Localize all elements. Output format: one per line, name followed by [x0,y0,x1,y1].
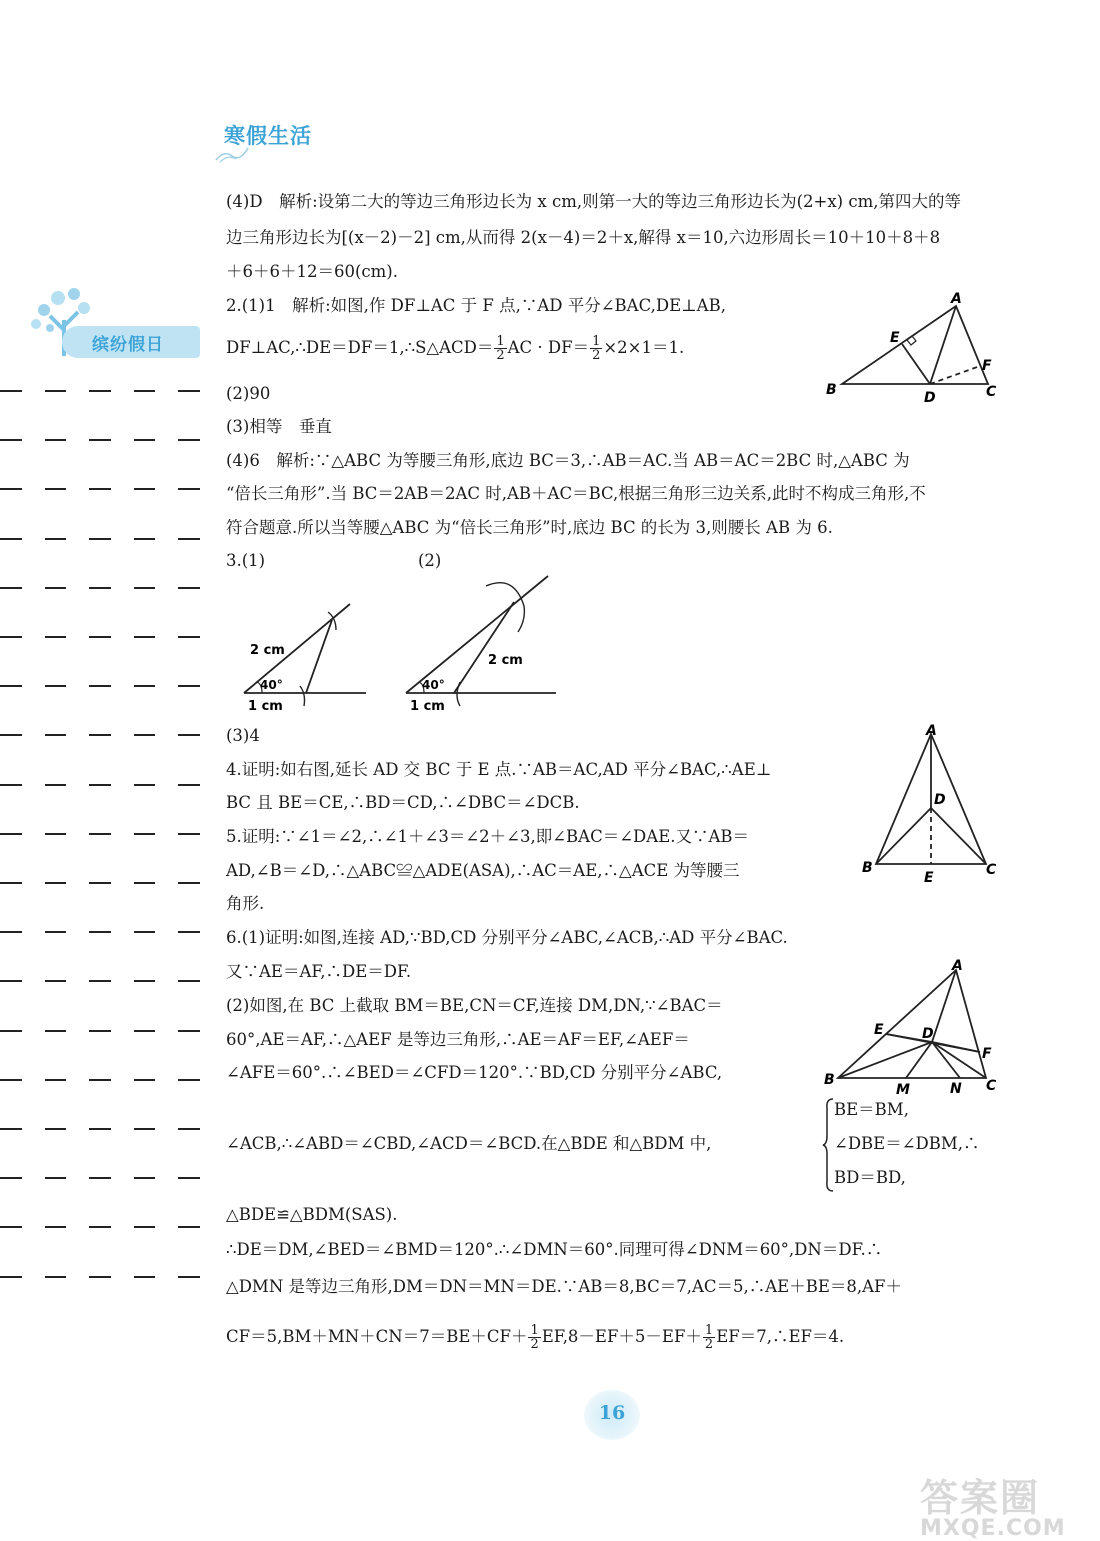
text-line: BC 且 BE＝CE,∴BD＝CD,∴∠DBC＝∠DCB. [226,793,580,812]
point-label: F [982,358,992,374]
text-line: (4)D 解析:设第二大的等边三角形边长为 x cm,则第一大的等边三角形边长为(2+x) cm,第四大的等 [226,192,961,211]
text-line: ∴DE＝DM,∠BED＝∠BMD＝120°.∴∠DMN＝60°.同理可得∠DNM＝60°,DN＝DF.∴ [226,1240,883,1259]
note-line [0,1128,200,1130]
length-label: 2 cm [488,653,523,668]
note-line [0,538,200,540]
point-label: B [826,382,837,398]
text-line: (3)相等 垂直 [226,417,332,436]
note-line [0,636,200,638]
text-line: (2)如图,在 BC 上截取 BM＝BE,CN＝CF,连接 DM,DN,∵∠BAC＝ [226,996,723,1015]
fraction [494,335,506,362]
text-line: BD＝BD, [834,1168,906,1187]
fraction-denominator: 2 [530,1337,539,1352]
point-label: C [986,384,997,400]
note-line [0,1030,200,1032]
note-line [0,1079,200,1081]
note-line [0,685,200,687]
text-line: ＋6＋6＋12＝60(cm). [226,262,398,281]
note-line [0,439,200,441]
point-label: D [922,1026,934,1042]
note-line [0,1177,200,1179]
side-badge-label: 缤纷假日 [92,335,164,355]
text-line: ∠ACB,∴∠ABD＝∠CBD,∠ACD＝∠BCD.在△BDE 和△BDM 中, [226,1134,712,1153]
note-line [0,734,200,736]
note-line [0,488,200,490]
text-segment: DF⊥AC,∴DE＝DF＝1,∴S△ACD＝ [226,338,494,357]
figure-q6 [820,958,1010,1094]
page-number: 16 [598,1402,626,1424]
fraction-denominator: 2 [704,1337,714,1352]
note-line [0,931,200,933]
note-line [0,587,200,589]
figure-q2 [820,290,1010,410]
text-line: 又∵AE＝AF,∴DE＝DF. [226,962,412,981]
text-line [226,335,684,362]
watermark [920,1478,1066,1540]
point-label: E [874,1022,884,1038]
fraction-numerator: 1 [704,1323,714,1338]
point-label: E [924,870,934,886]
text-line: “倍长三角形”.当 BC＝2AB＝2AC 时,AB＋AC＝BC,根据三角形三边关系,此时不构成三角形,不 [226,484,926,503]
fraction-numerator: 1 [530,1323,539,1338]
text-line: (2)90 [226,384,271,403]
text-line: 6.(1)证明:如图,连接 AD,∵BD,CD 分别平分∠ABC,∠ACB,∴AD 平分∠BAC. [226,928,788,947]
note-line [0,1226,200,1228]
text-line: 符合题意.所以当等腰△ABC 为“倍长三角形”时,底边 BC 的长为 3,则腰长 AB 为 6. [226,518,833,537]
text-line: 角形. [226,894,265,913]
text-line: 4.证明:如右图,延长 AD 交 BC 于 E 点.∵AB＝AC,AD 平分∠BAC,∴AE⊥ [226,760,772,779]
header-swirl-icon [214,142,258,164]
point-label: A [926,724,937,739]
point-label: F [982,1046,992,1062]
note-line [0,882,200,884]
point-label: E [890,330,900,346]
fraction-denominator: 2 [592,348,601,363]
text-segment: EF,8－EF＋5－EF＋ [541,1327,702,1346]
fraction-numerator: 1 [592,334,601,349]
text-segment: EF＝7,∴EF＝4. [716,1327,845,1346]
text-line: △DMN 是等边三角形,DM＝DN＝MN＝DE.∵AB＝8,BC＝7,AC＝5,∴AE＋BE＝8,AF＋ [226,1277,902,1296]
fraction [703,1324,715,1351]
point-label: N [950,1081,962,1094]
text-line: 边三角形边长为[(x－2)－2] cm,从而得 2(x－4)＝2＋x,解得 x＝10,六边形周长＝10＋10＋8＋8 [226,228,941,247]
header-title: 寒假生活 [224,124,312,148]
text-segment: ×2×1＝1. [603,338,685,357]
watermark-url: MXQE.COM [920,1516,1066,1541]
note-line [0,784,200,786]
text-segment: CF＝5,BM＋MN＋CN＝7＝BE＋CF＋ [226,1327,528,1346]
text-line: (4)6 解析:∵△ABC 为等腰三角形,底边 BC＝3,∴AB＝AC.当 AB＝AC＝2BC 时,△ABC 为 [226,451,910,470]
point-label: B [824,1072,835,1088]
figure-q4 [856,724,1006,890]
note-line [0,390,200,392]
fraction [590,335,602,362]
text-line: AD,∠B＝∠D,∴△ABC≌△ADE(ASA),∴AC＝AE,∴△ACE 为等腰三 [226,861,740,880]
text-line: ∠AFE＝60°.∴∠BED＝∠CFD＝120°.∵BD,CD 分别平分∠ABC, [226,1063,723,1082]
text-line: 3.(1) [226,551,266,570]
text-line: BE＝BM, [834,1100,909,1119]
length-label: 2 cm [250,643,285,658]
length-label: 1 cm [410,699,445,714]
fraction-numerator: 1 [496,334,505,349]
text-line: 60°,AE＝AF,∴△AEF 是等边三角形,∴AE＝AF＝EF,∠AEF＝ [226,1030,690,1049]
text-line: ∠DBE＝∠DBM,∴ [834,1134,980,1153]
brace-icon [822,1098,834,1192]
text-line: (2) [418,551,442,570]
point-label: B [862,860,873,876]
page-number-badge [584,1390,640,1440]
note-line [0,833,200,835]
watermark-title: 答案圈 [920,1476,1041,1520]
text-line: (3)4 [226,726,260,745]
point-label: A [951,291,962,307]
length-label: 1 cm [248,699,283,714]
figure-q3-1 [240,596,372,716]
side-badge [62,326,200,358]
text-line: △BDE≌△BDM(SAS). [226,1205,398,1224]
note-line [0,980,200,982]
point-label: D [934,792,946,808]
point-label: A [952,958,963,974]
figure-q3-2 [402,572,562,716]
text-line: 5.证明:∵∠1＝∠2,∴∠1＋∠3＝∠2＋∠3,即∠BAC＝∠DAE.又∵AB＝ [226,827,750,846]
angle-label: 40° [422,678,445,692]
point-label: M [896,1082,910,1094]
text-segment: AC · DF＝ [507,338,590,357]
note-line [0,1276,200,1278]
text-line [226,1324,844,1351]
fraction [528,1324,540,1351]
text-line: 2.(1)1 解析:如图,作 DF⊥AC 于 F 点,∵AD 平分∠BAC,DE⊥AB, [226,296,726,315]
point-label: C [986,1078,997,1094]
point-label: C [986,862,997,878]
angle-label: 40° [260,678,283,692]
fraction-denominator: 2 [496,348,505,363]
point-label: D [924,390,936,406]
